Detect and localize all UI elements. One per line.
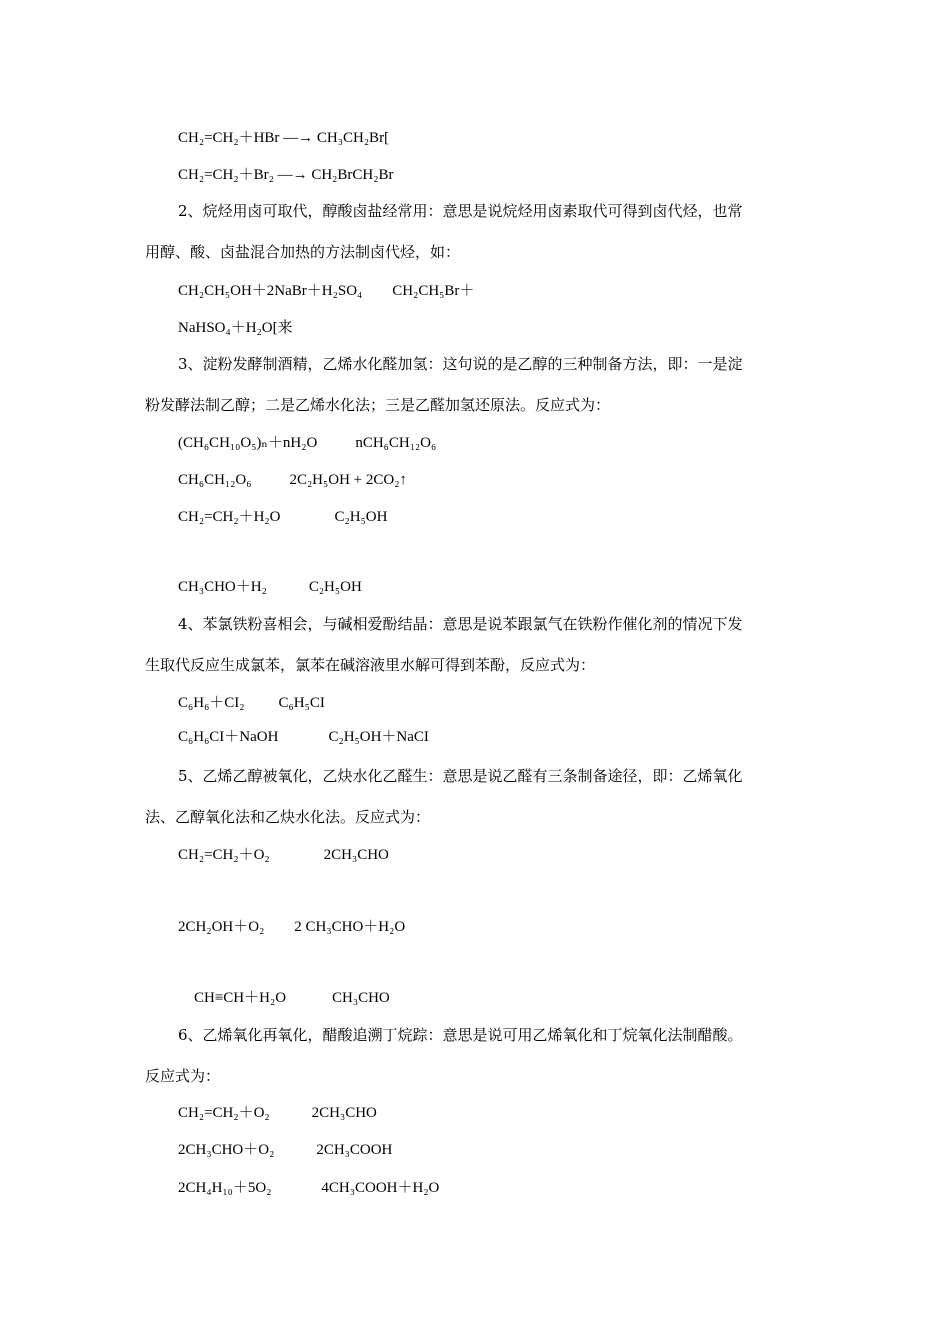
equation-13: CH≡CH＋H₂O CH₃CHO (194, 990, 390, 1006)
paragraph-5-title: 5、乙烯乙醇被氧化，乙炔水化乙醛生 (178, 767, 428, 785)
equation-7: CH₂=CH₂＋H₂O C₂H₅OH (178, 509, 388, 525)
paragraph-2-line-1: 2、烷烃用卤可取代，醇酸卤盐经常用：意思是说烷烃用卤素取代可得到卤代烃，也常 (178, 202, 743, 220)
paragraph-5-line-2: 法、乙醇氧化法和乙炔水化法。反应式为： (145, 810, 431, 826)
paragraph-4-line-1: 4、苯氯铁粉喜相会，与碱相爱酚结晶：意思是说苯跟氯气在铁粉作催化剂的情况下发 (178, 615, 743, 633)
equation-8: CH₃CHO＋H₂ C₂H₅OH (178, 579, 362, 595)
equation-10: C₆H₆CI＋NaOH C₂H₅OH＋NaCI (178, 729, 429, 745)
equation-3: CH₂CH₅OH＋2NaBr＋H₂SO₄ CH₂CH₅Br＋ (178, 283, 475, 299)
equation-16: 2CH₄H₁₀＋5O₂ 4CH₃COOH＋H₂O (178, 1180, 440, 1196)
paragraph-4-line-2: 生取代反应生成氯苯，氯苯在碱溶液里水解可得到苯酚，反应式为： (145, 658, 596, 674)
equation-5: (CH₆CH₁₀O₅)ₙ＋nH₂O nCH₆CH₁₂O₆ (178, 435, 437, 451)
equation-4: NaHSO₄＋H₂O[来 (178, 320, 293, 336)
paragraph-5-line-1: 5、乙烯乙醇被氧化，乙炔水化乙醛生：意思是说乙醛有三条制备途径，即：乙烯氧化 (178, 767, 743, 785)
equation-1: CH₂=CH₂＋HBr —→ CH₃CH₂Br[ (178, 130, 390, 146)
paragraph-6-line-2: 反应式为： (145, 1069, 221, 1085)
equation-9: C₆H₆＋CI₂ C₆H₅CI (178, 695, 325, 711)
paragraph-6-title: 6、乙烯氧化再氧化，醋酸追溯丁烷踪 (178, 1026, 428, 1044)
paragraph-3-title: 3、淀粉发酵制酒精，乙烯水化醛加氢 (178, 355, 428, 373)
paragraph-3-line-1: 3、淀粉发酵制酒精，乙烯水化醛加氢：这句说的是乙醇的三种制备方法，即：一是淀 (178, 355, 743, 373)
equation-6: CH₆CH₁₂O₆ 2C₂H₅OH + 2CO₂↑ (178, 472, 407, 488)
paragraph-4-title: 4、苯氯铁粉喜相会，与碱相爱酚结晶 (178, 615, 428, 633)
equation-14: CH₂=CH₂＋O₂ 2CH₃CHO (178, 1105, 377, 1121)
paragraph-2-title: 2、烷烃用卤可取代，醇酸卤盐经常用 (178, 202, 428, 220)
paragraph-6-line-1: 6、乙烯氧化再氧化，醋酸追溯丁烷踪：意思是说可用乙烯氧化和丁烷氧化法制醋酸。 (178, 1026, 743, 1044)
paragraph-2-line-2: 用醇、酸、卤盐混合加热的方法制卤代烃，如： (145, 245, 461, 261)
equation-12: 2CH₂OH＋O₂ 2 CH₃CHO＋H₂O (178, 919, 406, 935)
equation-11: CH₂=CH₂＋O₂ 2CH₃CHO (178, 847, 389, 863)
equation-15: 2CH₃CHO＋O₂ 2CH₃COOH (178, 1142, 393, 1158)
paragraph-3-line-2: 粉发酵法制乙醇；二是乙烯水化法；三是乙醛加氢还原法。反应式为： (145, 398, 611, 414)
equation-2: CH₂=CH₂＋Br₂ —→ CH₂BrCH₂Br (178, 167, 394, 183)
